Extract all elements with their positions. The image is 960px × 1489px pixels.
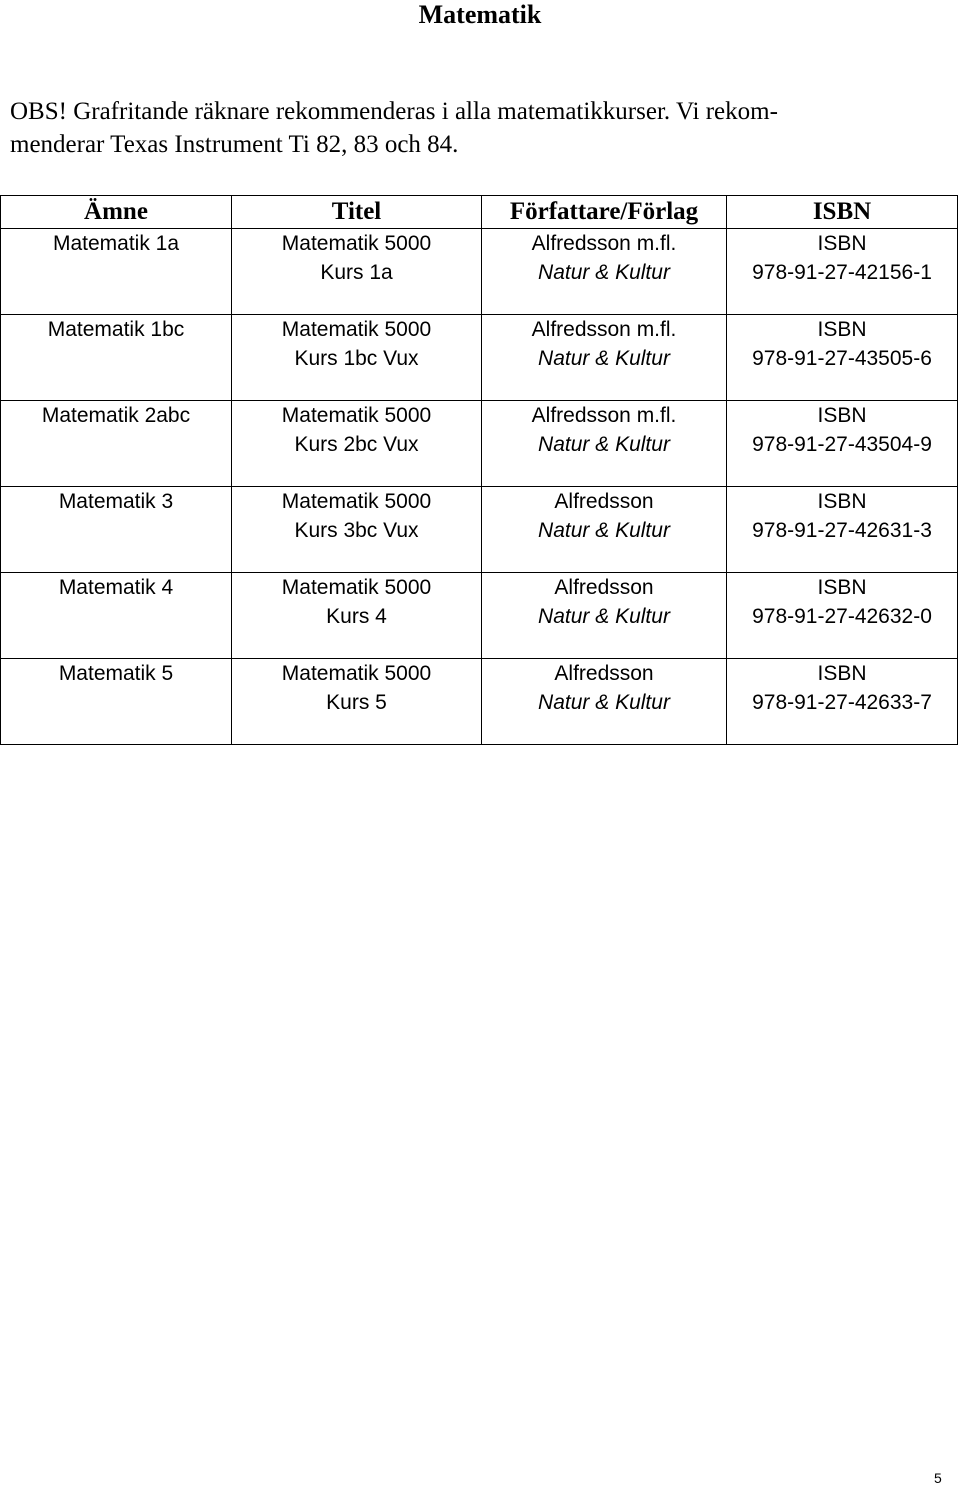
publisher-text: Natur & Kultur	[538, 433, 670, 456]
cell-title	[232, 659, 482, 745]
publisher-text: Natur & Kultur	[538, 347, 670, 370]
cell-author-publisher	[482, 487, 727, 573]
table-row	[1, 401, 958, 487]
cell-title	[232, 229, 482, 315]
cell-isbn	[727, 229, 958, 315]
publisher-text: Natur & Kultur	[538, 261, 670, 284]
table-header-row	[1, 196, 958, 229]
isbn-number: 978-91-27-42631-3	[752, 519, 932, 542]
isbn-number: 978-91-27-43504-9	[752, 433, 932, 456]
table-row	[1, 487, 958, 573]
title-line-2: Kurs 4	[326, 605, 387, 628]
cell-author-publisher	[482, 401, 727, 487]
subject-text: Matematik 5	[58, 662, 174, 685]
header-title: Titel	[232, 196, 482, 229]
table-row	[1, 315, 958, 401]
publisher-text: Natur & Kultur	[538, 691, 670, 714]
cell-subject	[1, 229, 232, 315]
note-line-1: OBS! Grafritande räknare rekommenderas i alla matematikkurser. Vi rekom-	[10, 98, 778, 125]
subject-text: Matematik 2abc	[41, 404, 191, 427]
isbn-number: 978-91-27-43505-6	[752, 347, 932, 370]
author-text: Alfredsson	[554, 662, 654, 685]
publisher-text: Natur & Kultur	[538, 519, 670, 542]
isbn-number: 978-91-27-42156-1	[752, 261, 932, 284]
header-isbn: ISBN	[727, 196, 958, 229]
table-row	[1, 229, 958, 315]
cell-isbn	[727, 401, 958, 487]
author-text: Alfredsson	[554, 576, 654, 599]
title-line-1: Matematik 5000	[281, 232, 432, 255]
title-line-1: Matematik 5000	[281, 576, 432, 599]
author-text: Alfredsson m.fl.	[531, 404, 677, 427]
title-line-1: Matematik 5000	[281, 490, 432, 513]
cell-isbn	[727, 315, 958, 401]
cell-subject	[1, 401, 232, 487]
isbn-label: ISBN	[817, 490, 867, 513]
isbn-label: ISBN	[817, 232, 867, 255]
cell-author-publisher	[482, 573, 727, 659]
page-title: Matematik	[418, 0, 542, 29]
cell-subject	[1, 315, 232, 401]
cell-title	[232, 401, 482, 487]
cell-title	[232, 573, 482, 659]
book-table	[0, 195, 958, 745]
note-line-2: menderar Texas Instrument Ti 82, 83 och 84.	[10, 131, 459, 158]
title-line-2: Kurs 2bc Vux	[294, 433, 419, 456]
subject-text: Matematik 1bc	[47, 318, 185, 341]
header-subject: Ämne	[1, 196, 232, 229]
cell-title	[232, 487, 482, 573]
author-text: Alfredsson	[554, 490, 654, 513]
calculator-note	[10, 95, 910, 161]
cell-isbn	[727, 573, 958, 659]
subject-text: Matematik 3	[58, 490, 174, 513]
isbn-label: ISBN	[817, 576, 867, 599]
cell-isbn	[727, 487, 958, 573]
title-line-2: Kurs 1a	[320, 261, 393, 284]
subject-text: Matematik 1a	[52, 232, 180, 255]
table-row	[1, 573, 958, 659]
isbn-label: ISBN	[817, 662, 867, 685]
title-line-1: Matematik 5000	[281, 404, 432, 427]
author-text: Alfredsson m.fl.	[531, 318, 677, 341]
cell-subject	[1, 573, 232, 659]
cell-author-publisher	[482, 315, 727, 401]
table-row	[1, 659, 958, 745]
cell-subject	[1, 487, 232, 573]
cell-author-publisher	[482, 229, 727, 315]
title-line-2: Kurs 3bc Vux	[294, 519, 419, 542]
title-line-1: Matematik 5000	[281, 318, 432, 341]
author-text: Alfredsson m.fl.	[531, 232, 677, 255]
isbn-label: ISBN	[817, 404, 867, 427]
title-line-1: Matematik 5000	[281, 662, 432, 685]
isbn-number: 978-91-27-42632-0	[752, 605, 932, 628]
page-number: 5	[934, 1470, 942, 1486]
isbn-number: 978-91-27-42633-7	[752, 691, 932, 714]
title-line-2: Kurs 5	[326, 691, 387, 714]
subject-text: Matematik 4	[58, 576, 174, 599]
cell-title	[232, 315, 482, 401]
header-author-publisher: Författare/Förlag	[482, 196, 727, 229]
title-line-2: Kurs 1bc Vux	[294, 347, 419, 370]
cell-subject	[1, 659, 232, 745]
cell-author-publisher	[482, 659, 727, 745]
cell-isbn	[727, 659, 958, 745]
publisher-text: Natur & Kultur	[538, 605, 670, 628]
isbn-label: ISBN	[817, 318, 867, 341]
